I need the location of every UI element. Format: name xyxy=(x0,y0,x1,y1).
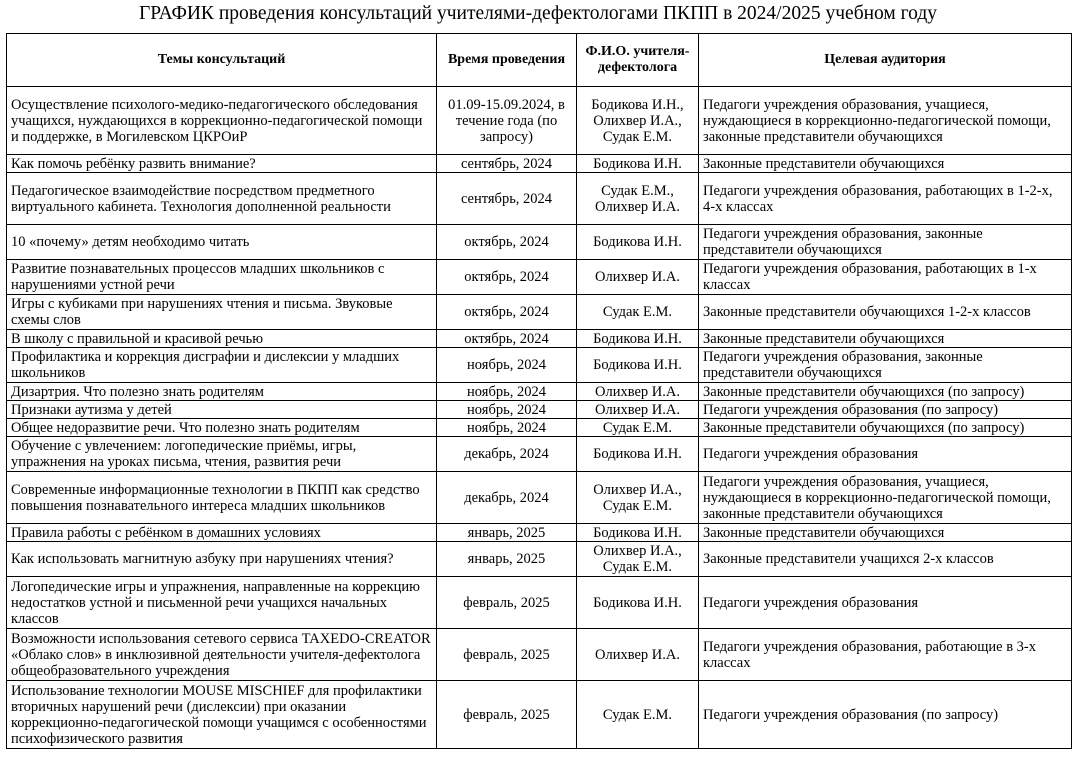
topic-cell: Педагогическое взаимодействие посредством предметного виртуального кабинета. Технология дополненной реальности xyxy=(7,173,437,225)
time-cell: ноябрь, 2024 xyxy=(437,419,577,437)
audience-cell: Педагоги учреждения образования xyxy=(699,577,1072,629)
audience-cell: Педагоги учреждения образования, работающих в 1-х классах xyxy=(699,260,1072,295)
audience-cell: Педагоги учреждения образования (по запросу) xyxy=(699,681,1072,749)
topic-cell: Как использовать магнитную азбуку при нарушениях чтения? xyxy=(7,542,437,577)
teacher-cell: Олихвер И.А. xyxy=(577,629,699,681)
audience-cell: Педагоги учреждения образования, учащиеся, нуждающиеся в коррекционно-педагогической помощи, законные представители обучающихся xyxy=(699,472,1072,524)
teacher-cell: Бодикова И.Н. xyxy=(577,155,699,173)
time-cell: декабрь, 2024 xyxy=(437,472,577,524)
teacher-cell: Бодикова И.Н. xyxy=(577,437,699,472)
time-cell: февраль, 2025 xyxy=(437,577,577,629)
teacher-cell: Бодикова И.Н. xyxy=(577,577,699,629)
teacher-cell: Олихвер И.А. xyxy=(577,383,699,401)
time-cell: октябрь, 2024 xyxy=(437,295,577,330)
table-row xyxy=(7,629,1072,681)
topic-cell: Признаки аутизма у детей xyxy=(7,401,437,419)
topic-cell: Дизартрия. Что полезно знать родителям xyxy=(7,383,437,401)
teacher-cell: Бодикова И.Н., Олихвер И.А., Судак Е.М. xyxy=(577,87,699,155)
topic-cell: Общее недоразвитие речи. Что полезно знать родителям xyxy=(7,419,437,437)
table-row xyxy=(7,437,1072,472)
table-row xyxy=(7,542,1072,577)
table-row xyxy=(7,295,1072,330)
teacher-cell: Судак Е.М. xyxy=(577,419,699,437)
table-row xyxy=(7,260,1072,295)
time-cell: сентябрь, 2024 xyxy=(437,155,577,173)
table-row xyxy=(7,348,1072,383)
audience-cell: Законные представители обучающихся (по запросу) xyxy=(699,419,1072,437)
time-cell: январь, 2025 xyxy=(437,542,577,577)
time-cell: октябрь, 2024 xyxy=(437,330,577,348)
audience-cell: Педагоги учреждения образования, учащиеся, нуждающиеся в коррекционно-педагогической помощи, законные представители обучающихся xyxy=(699,87,1072,155)
teacher-cell: Судак Е.М. xyxy=(577,681,699,749)
teacher-cell: Судак Е.М. xyxy=(577,295,699,330)
time-cell: февраль, 2025 xyxy=(437,629,577,681)
audience-cell: Педагоги учреждения образования xyxy=(699,437,1072,472)
audience-cell: Законные представители обучающихся xyxy=(699,155,1072,173)
table-row xyxy=(7,383,1072,401)
time-cell: ноябрь, 2024 xyxy=(437,348,577,383)
audience-cell: Законные представители обучающихся xyxy=(699,524,1072,542)
topic-cell: Обучение с увлечением: логопедические приёмы, игры, упражнения на уроках письма, чтения, развития речи xyxy=(7,437,437,472)
time-cell: октябрь, 2024 xyxy=(437,260,577,295)
topic-cell: Использование технологии MOUSE MISCHIEF для профилактики вторичных нарушений речи (дислексии) при оказании коррекционно-педагогической помощи учащимся с особенностями психофизического развития xyxy=(7,681,437,749)
teacher-cell: Олихвер И.А., Судак Е.М. xyxy=(577,542,699,577)
table-row xyxy=(7,401,1072,419)
audience-cell: Педагоги учреждения образования, законные представители обучающихся xyxy=(699,225,1072,260)
audience-cell: Педагоги учреждения образования (по запросу) xyxy=(699,401,1072,419)
audience-cell: Педагоги учреждения образования, работающих в 1-2-х, 4-х классах xyxy=(699,173,1072,225)
table-row xyxy=(7,577,1072,629)
time-cell: ноябрь, 2024 xyxy=(437,383,577,401)
topic-cell: Как помочь ребёнку развить внимание? xyxy=(7,155,437,173)
topic-cell: Логопедические игры и упражнения, направленные на коррекцию недостатков устной и письменной речи учащихся начальных классов xyxy=(7,577,437,629)
topic-cell: Игры с кубиками при нарушениях чтения и письма. Звуковые схемы слов xyxy=(7,295,437,330)
audience-cell: Законные представители учащихся 2-х классов xyxy=(699,542,1072,577)
header-row xyxy=(7,34,1072,87)
topic-cell: Осуществление психолого-медико-педагогического обследования учащихся, нуждающихся в коррекционно-педагогической помощи и поддержке, в Могилевском ЦКРОиР xyxy=(7,87,437,155)
teacher-cell: Бодикова И.Н. xyxy=(577,330,699,348)
table-row xyxy=(7,155,1072,173)
table-row xyxy=(7,330,1072,348)
header-audience: Целевая аудитория xyxy=(699,34,1072,87)
audience-cell: Законные представители обучающихся xyxy=(699,330,1072,348)
table-row xyxy=(7,173,1072,225)
audience-cell: Педагоги учреждения образования, законные представители обучающихся xyxy=(699,348,1072,383)
topic-cell: Профилактика и коррекция дисграфии и дислексии у младших школьников xyxy=(7,348,437,383)
header-topic: Темы консультаций xyxy=(7,34,437,87)
teacher-cell: Бодикова И.Н. xyxy=(577,348,699,383)
teacher-cell: Судак Е.М., Олихвер И.А. xyxy=(577,173,699,225)
topic-cell: Возможности использования сетевого сервиса TAXEDO-CREATOR «Облако слов» в инклюзивной деятельности учителя-дефектолога общеобразовательного учреждения xyxy=(7,629,437,681)
time-cell: сентябрь, 2024 xyxy=(437,173,577,225)
teacher-cell: Бодикова И.Н. xyxy=(577,225,699,260)
table-row xyxy=(7,419,1072,437)
topic-cell: В школу с правильной и красивой речью xyxy=(7,330,437,348)
audience-cell: Педагоги учреждения образования, работающие в 3-х классах xyxy=(699,629,1072,681)
consultation-schedule-table xyxy=(6,33,1072,749)
teacher-cell: Олихвер И.А., Судак Е.М. xyxy=(577,472,699,524)
document-title: ГРАФИК проведения консультаций учителями-дефектологами ПКПП в 2024/2025 учебном году xyxy=(138,3,938,24)
header-time: Время проведения xyxy=(437,34,577,87)
time-cell: февраль, 2025 xyxy=(437,681,577,749)
time-cell: ноябрь, 2024 xyxy=(437,401,577,419)
table-row xyxy=(7,524,1072,542)
topic-cell: Правила работы с ребёнком в домашних условиях xyxy=(7,524,437,542)
audience-cell: Законные представители обучающихся (по запросу) xyxy=(699,383,1072,401)
table-row xyxy=(7,87,1072,155)
time-cell: январь, 2025 xyxy=(437,524,577,542)
topic-cell: Развитие познавательных процессов младших школьников с нарушениями устной речи xyxy=(7,260,437,295)
topic-cell: 10 «почему» детям необходимо читать xyxy=(7,225,437,260)
table-row xyxy=(7,225,1072,260)
table-row xyxy=(7,472,1072,524)
time-cell: декабрь, 2024 xyxy=(437,437,577,472)
audience-cell: Законные представители обучающихся 1-2-х классов xyxy=(699,295,1072,330)
header-teacher: Ф.И.О. учителя-дефектолога xyxy=(577,34,699,87)
time-cell: 01.09-15.09.2024, в течение года (по запросу) xyxy=(437,87,577,155)
table-row xyxy=(7,681,1072,749)
time-cell: октябрь, 2024 xyxy=(437,225,577,260)
teacher-cell: Олихвер И.А. xyxy=(577,401,699,419)
topic-cell: Современные информационные технологии в ПКПП как средство повышения познавательного интереса младших школьников xyxy=(7,472,437,524)
teacher-cell: Бодикова И.Н. xyxy=(577,524,699,542)
teacher-cell: Олихвер И.А. xyxy=(577,260,699,295)
